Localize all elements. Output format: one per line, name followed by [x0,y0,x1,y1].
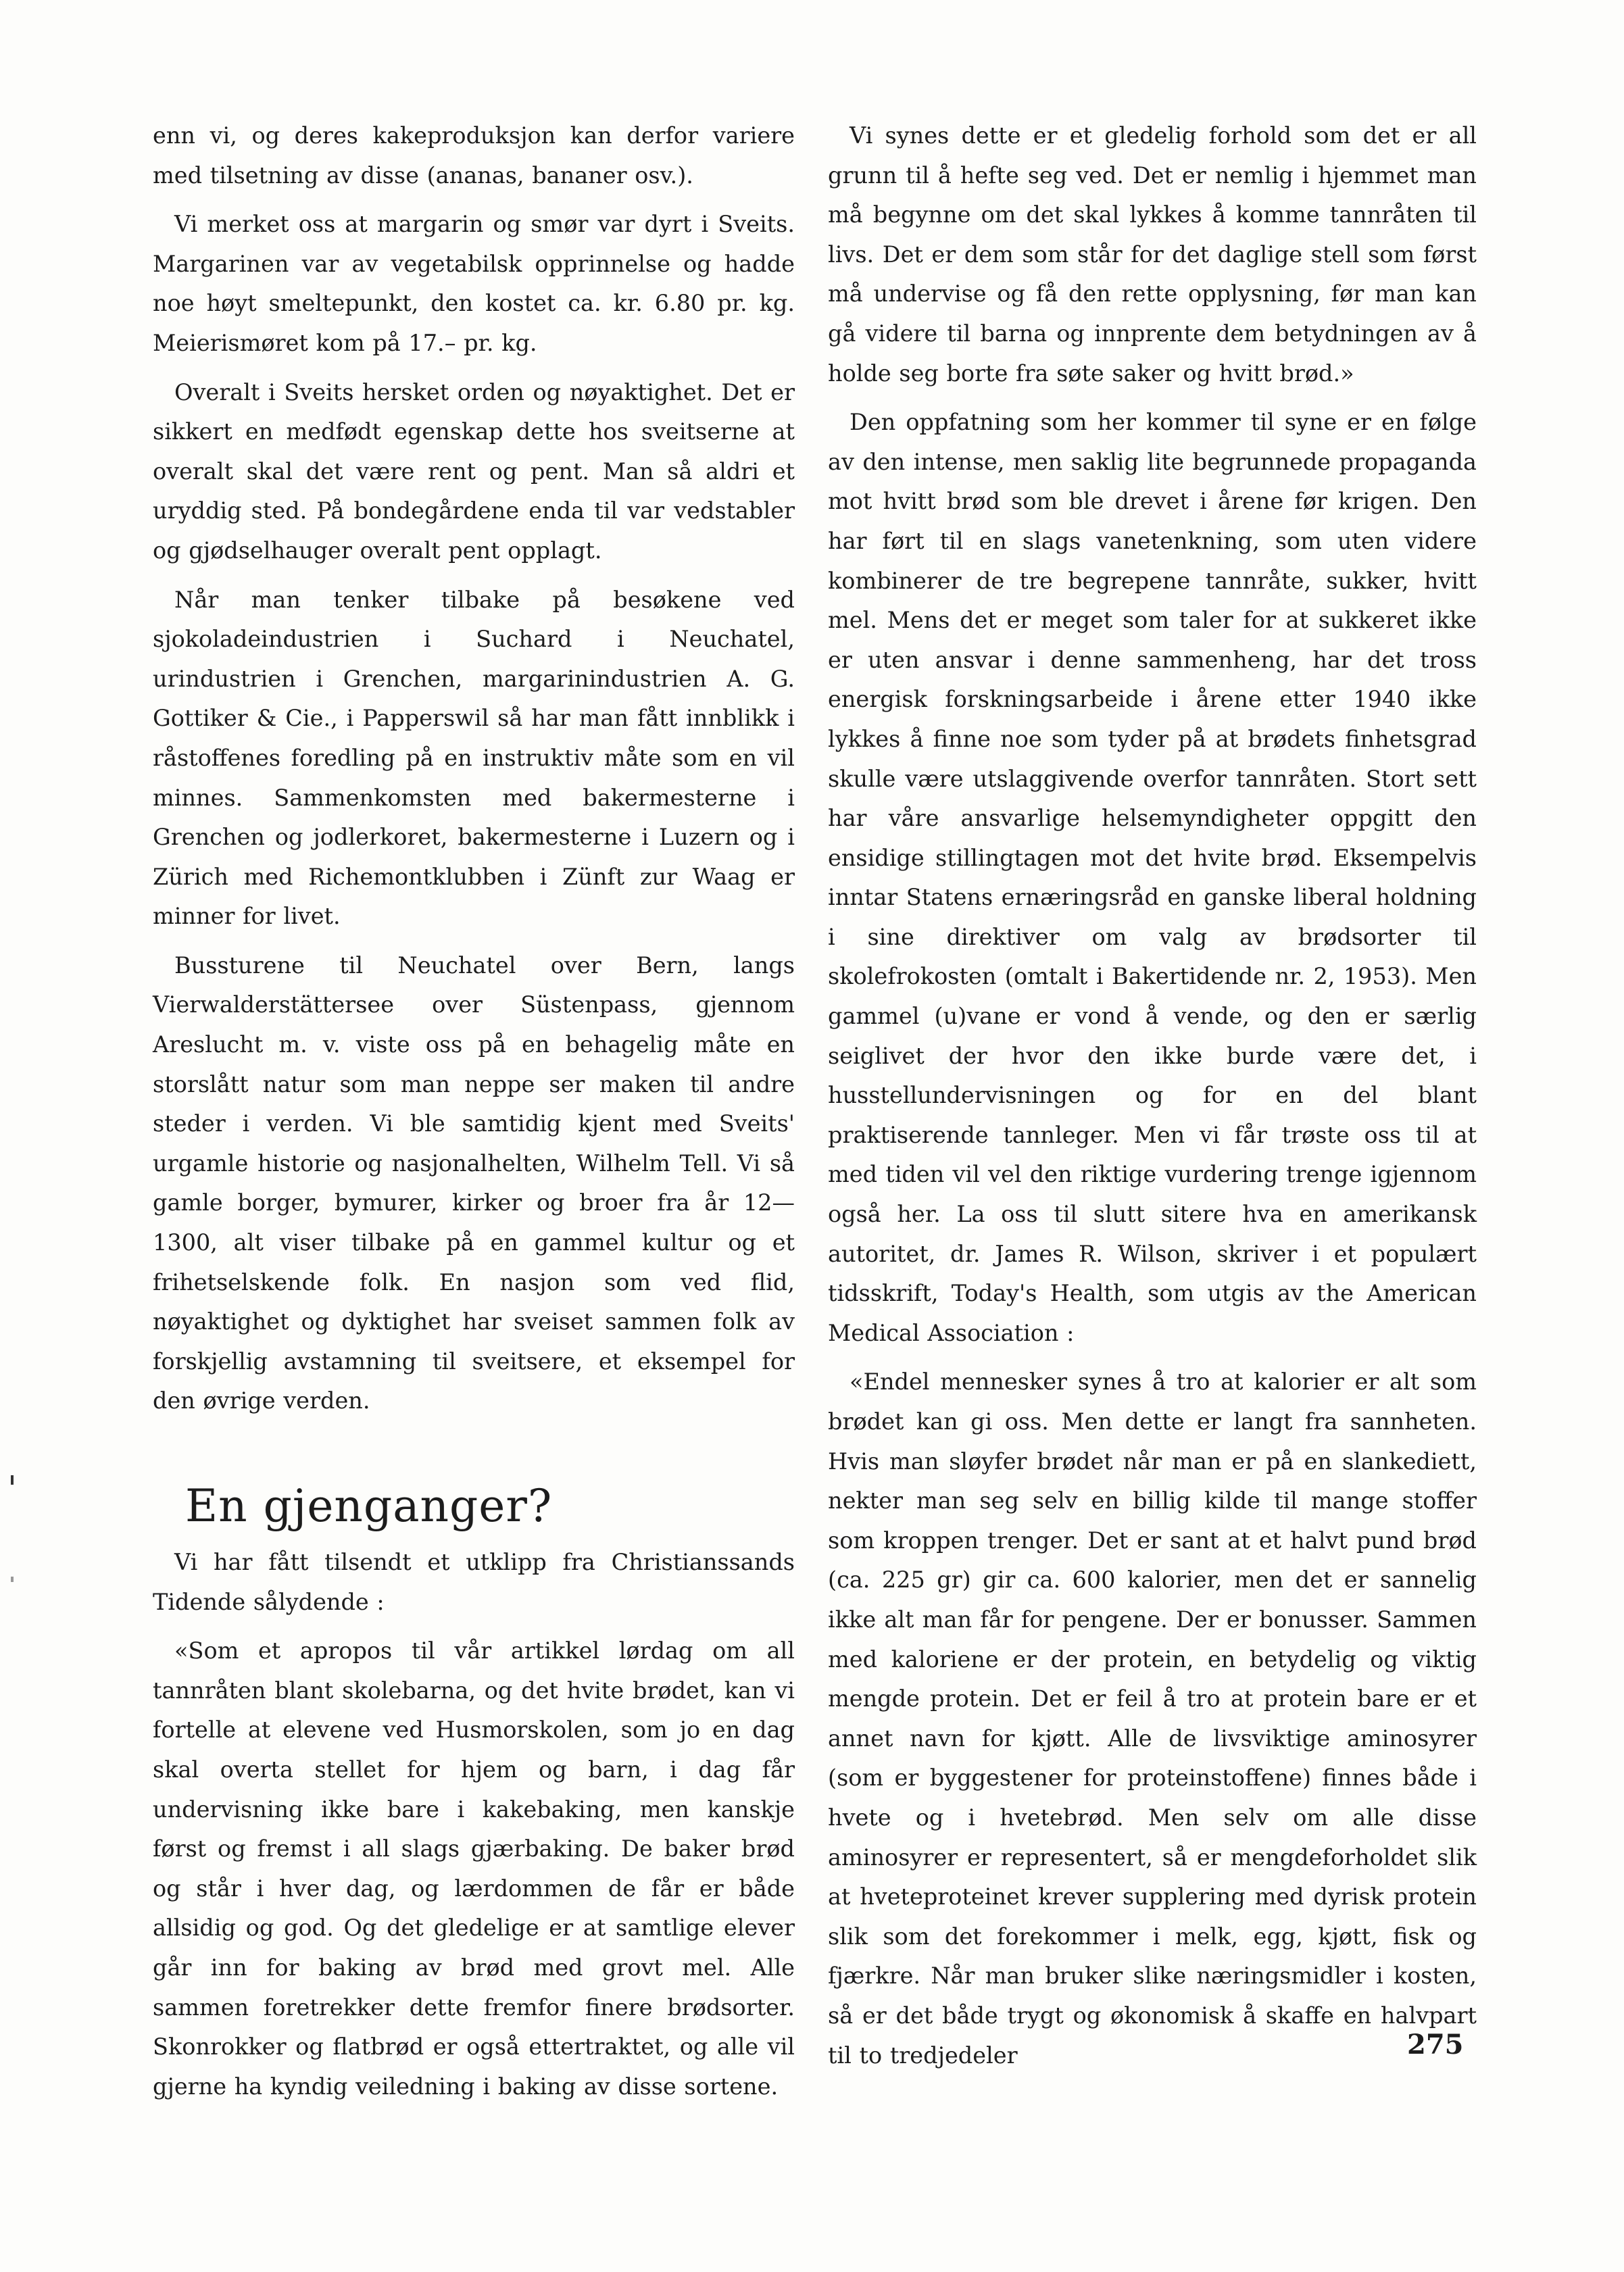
paragraph: Vi synes dette er et gledelig forhold som det er all grunn til å hefte seg ved. Det er nemlig i hjemmet man må begynne om det skal lykkes å komme tannråten til livs. Det er dem som står for det daglige stell som først må undervise og få den rette opplysning, før man kan gå videre til barna og innprente dem betydningen av å holde seg borte fra søte saker og hvitt brød.» [828,122,1477,387]
scan-mark [11,1475,14,1485]
paragraph: Bussturene til Neuchatel over Bern, langs Vierwalderstättersee over Süstenpass, gjennom Areslucht m. v. viste oss på en behagelig måte en storslått natur som man neppe ser maken til andre steder i verden. Vi ble samtidig kjent med Sveits' urgamle historie og nasjonalhelten, Wilhelm Tell. Vi så gamle borger, bymurer, kirker og broer fra år 12—1300, alt viser tilbake på en gammel kultur og et frihetselskende folk. En nasjon som ved flid, nøyaktighet og dyktighet har sveiset sammen folk av forskjellig avstamning til sveitsere, et eksempel for den øvrige verden. [153,952,795,1414]
page-number: 275 [1407,2029,1464,2060]
paragraph: Vi har fått tilsendt et utklipp fra Christianssands Tidende sålydende : [153,1549,795,1615]
paragraph: «Som et apropos til vår artikkel lørdag om all tannråten blant skolebarna, og det hvite brødet, kan vi fortelle at elevene ved Husmorskolen, som jo en dag skal overta stellet for hjem og barn, i dag får undervisning ikke bare i kakebaking, men kanskje først og fremst i all slags gjærbaking. De baker brød og står i hver dag, og lærdommen de får er både allsidig og god. Og det gledelige er at samtlige elever går inn for baking av brød med grovt mel. Alle sammen foretrekker dette fremfor finere brødsorter. Skonrokker og flatbrød er også ettertraktet, og alle vil gjerne ha kyndig veiledning i baking av disse sortene. [153,1637,795,2100]
paragraph: enn vi, og deres kakeproduksjon kan derfor variere med tilsetning av disse (ananas, bananer osv.). [153,122,795,189]
paragraph: «Endel mennesker synes å tro at kalorier er alt som brødet kan gi oss. Men dette er langt fra sannheten. Hvis man sløyfer brødet når man er på en slankediett, nekter man seg selv en billig kilde til mange stoffer som kroppen trenger. Det er sant at et halvt pund brød (ca. 225 gr) gir ca. 600 kalorier, men det er sannelig ikke alt man får for pengene. Der er bonusser. Sammen med kaloriene er der protein, en betydelig og viktig mengde protein. Det er feil å tro at protein bare er et annet navn for kjøtt. Alle de livsviktige aminosyrer (som er byggestener for proteinstoffene) finnes både i hvete og i hvetebrød. Men selv om alle disse aminosyrer er representert, så er mengdeforholdet slik at hveteproteinet krever supplering med dyrisk protein slik som det forekommer i melk, egg, kjøtt, fisk og fjærkre. Når man bruker slike næringsmidler i kosten, så er det både trygt og økonomisk å skaffe en halvpart til to tredjedeler [828,1368,1477,2069]
paragraph: Den oppfatning som her kommer til syne er en følge av den intense, men saklig lite begrunnede propaganda mot hvitt brød som ble drevet i årene før krigen. Den har ført til en slags vanetenkning, som uten videre kombinerer de tre begrepene tannråte, sukker, hvitt mel. Mens det er meget som taler for at sukkeret ikke er uten ansvar i denne sammenheng, har det tross energisk forskningsarbeide i årene etter 1940 ikke lykkes å finne noe som tyder på at brødets finhetsgrad skulle være utslaggivende overfor tannråten. Stort sett har våre ansvarlige helsemyndigheter oppgitt den ensidige stillingtagen mot det hvite brød. Eksempelvis inntar Statens ernæringsråd en ganske liberal holdning i sine direktiver om valg av brødsorter til skolefrokosten (omtalt i Bakertidende nr. 2, 1953). Men gammel (u)vane er vond å vende, og den er særlig seiglivet der hvor den ikke burde være det, i husstellundervisningen og for en del blant praktiserende tannleger. Men vi får trøste oss til at med tiden vil vel den riktige vurdering trenge igjennom også her. La oss til slutt sitere hva en amerikansk autoritet, dr. James R. Wilson, skriver i et populært tidsskrift, Today's Health, som utgis av the American Medical Association : [828,409,1477,1346]
scan-mark [11,1577,14,1582]
left-column [153,116,795,2116]
paragraph: Overalt i Sveits hersket orden og nøyaktighet. Det er sikkert en medfødt egenskap dette hos sveitserne at overalt skal det være rent og pent. Man så aldri et uryddig sted. På bondegårdene enda til var vedstabler og gjødselhauger overalt pent opplagt. [153,378,795,564]
section-heading: En gjenganger? [185,1480,553,1532]
paragraph: Når man tenker tilbake på besøkene ved sjokoladeindustrien i Suchard i Neuchatel, urindustrien i Grenchen, margarinindustrien A. G. Gottiker & Cie., i Papperswil så har man fått innblikk i råstoffenes foredling på en instruktiv måte som en vil minnes. Sammenkomsten med bakermesterne i Grenchen og jodlerkoret, bakermesterne i Luzern og i Zürich med Richemontklubben i Zünft zur Waag er minner for livet. [153,586,795,930]
paragraph: Vi merket oss at margarin og smør var dyrt i Sveits. Margarinen var av vegetabilsk opprinnelse og hadde noe høyt smeltepunkt, den kostet ca. kr. 6.80 pr. kg. Meierismøret kom på 17.– pr. kg. [153,211,795,356]
right-column [828,116,1477,2085]
